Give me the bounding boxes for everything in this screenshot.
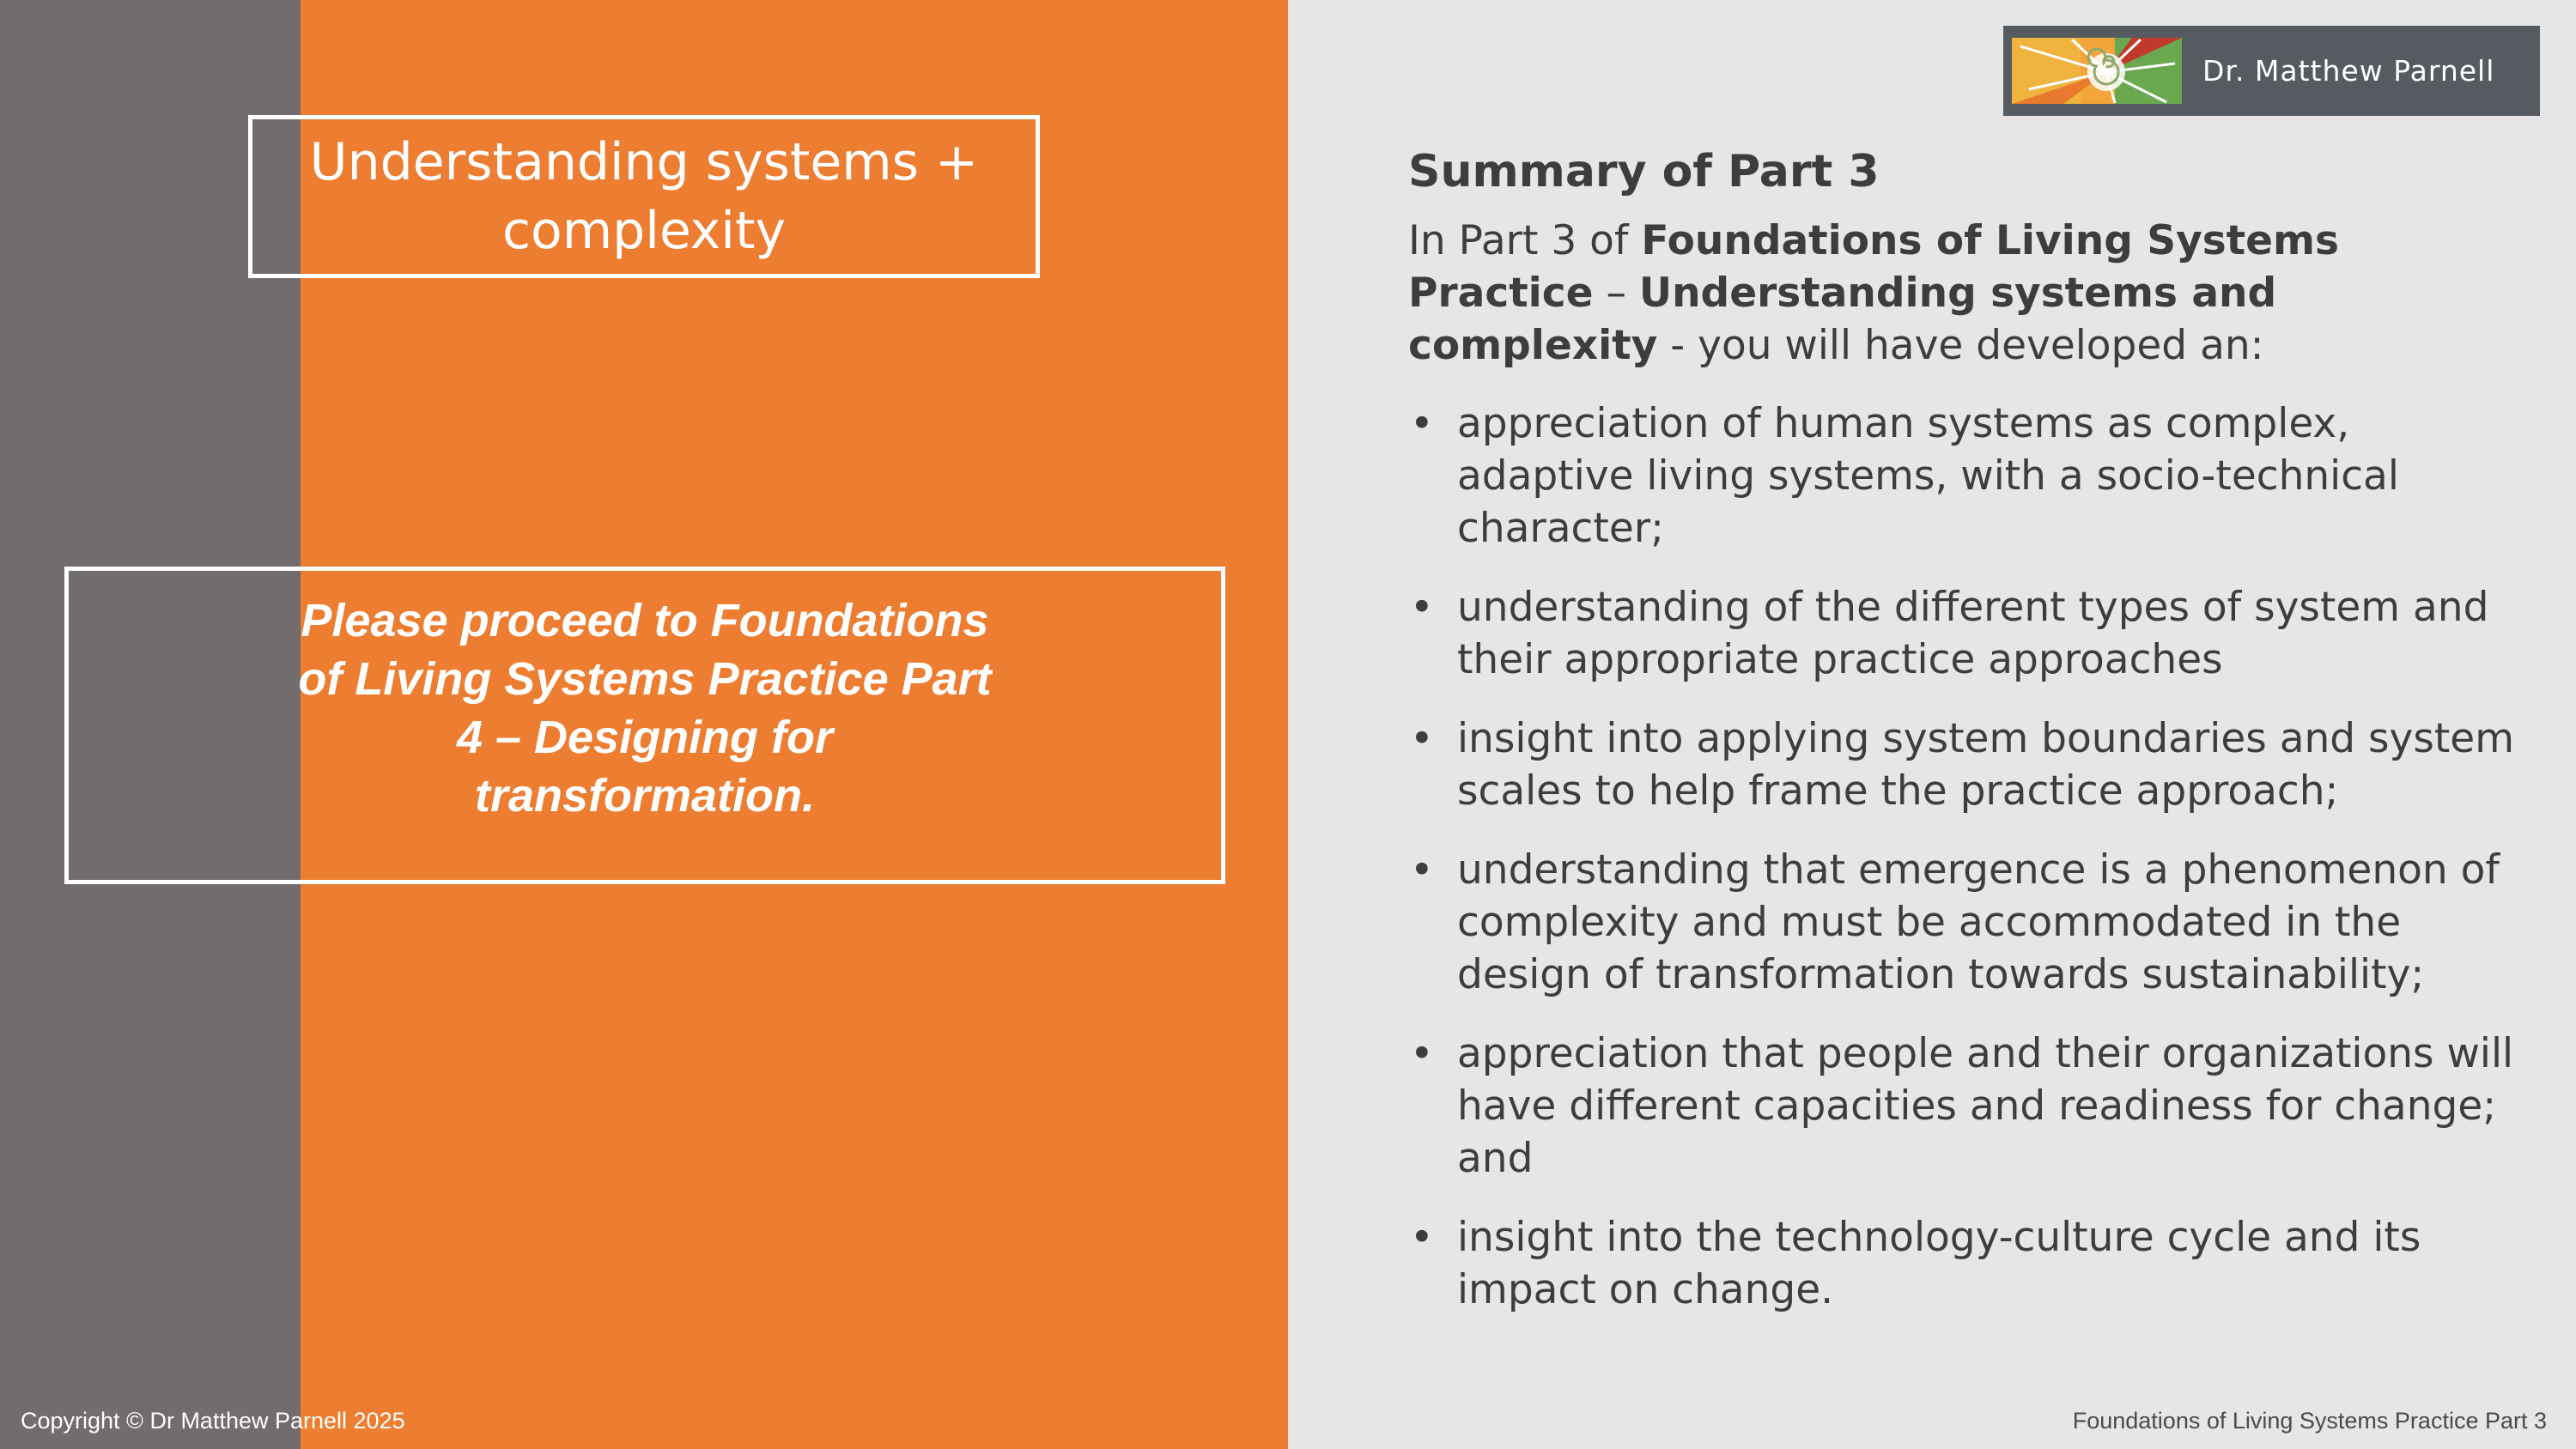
proceed-callout-box — [64, 567, 1225, 884]
copyright-notice: Copyright © Dr Matthew Parnell 2025 — [21, 1408, 405, 1434]
intro-part-name: Understanding systems and complexity — [1408, 270, 2277, 369]
list-item — [1408, 1028, 2524, 1185]
bullet-text: insight into applying system boundaries and system scales to help frame the practice approach; — [1457, 715, 2514, 815]
bullet-text: understanding that emergence is a phenomenon of complexity and must be accommodated in the design of transformation towards sustainability; — [1457, 846, 2500, 998]
proceed-message: Please proceed to Foundations of Living Systems Practice Part 4 – Designing for transformation. — [298, 595, 992, 822]
spiral-logo-icon — [2012, 38, 2182, 104]
list-item — [1408, 581, 2524, 686]
intro-text-start: In Part 3 of — [1408, 217, 1642, 264]
list-item — [1408, 397, 2524, 555]
summary-content — [1408, 137, 2524, 1343]
bullet-text: understanding of the different types of system and their appropriate practice approaches — [1457, 584, 2489, 683]
bullet-icon: • — [1410, 1214, 1434, 1261]
bullet-icon: • — [1410, 715, 1434, 762]
summary-bullet-list — [1408, 397, 2524, 1316]
summary-intro — [1408, 215, 2524, 372]
intro-text-end: - you will have developed an: — [1657, 322, 2264, 369]
footer-course-label: Foundations of Living Systems Practice Part 3 — [2072, 1408, 2547, 1434]
brand-logo — [2003, 26, 2540, 116]
bullet-text: appreciation of human systems as complex, adaptive living systems, with a socio-technical character; — [1457, 400, 2399, 552]
summary-heading: Summary of Part 3 — [1408, 146, 1880, 197]
section-title: Understanding systems + complexity — [309, 132, 979, 261]
list-item — [1408, 844, 2524, 1001]
bullet-icon: • — [1410, 584, 1434, 631]
bullet-text: appreciation that people and their organizations will have different capacities and readiness for change; and — [1457, 1030, 2514, 1182]
logo-text: Dr. Matthew Parnell — [2202, 54, 2495, 88]
list-item — [1408, 1211, 2524, 1316]
section-title-box — [248, 115, 1040, 278]
bullet-icon: • — [1410, 846, 1434, 894]
intro-dash: – — [1593, 270, 1639, 317]
intro-course-name: Foundations of Living Systems Practice — [1408, 217, 2339, 317]
list-item — [1408, 712, 2524, 817]
bullet-icon: • — [1410, 1030, 1434, 1077]
bullet-text: insight into the technology-culture cycle and its impact on change. — [1457, 1214, 2421, 1313]
bullet-icon: • — [1410, 400, 1434, 447]
